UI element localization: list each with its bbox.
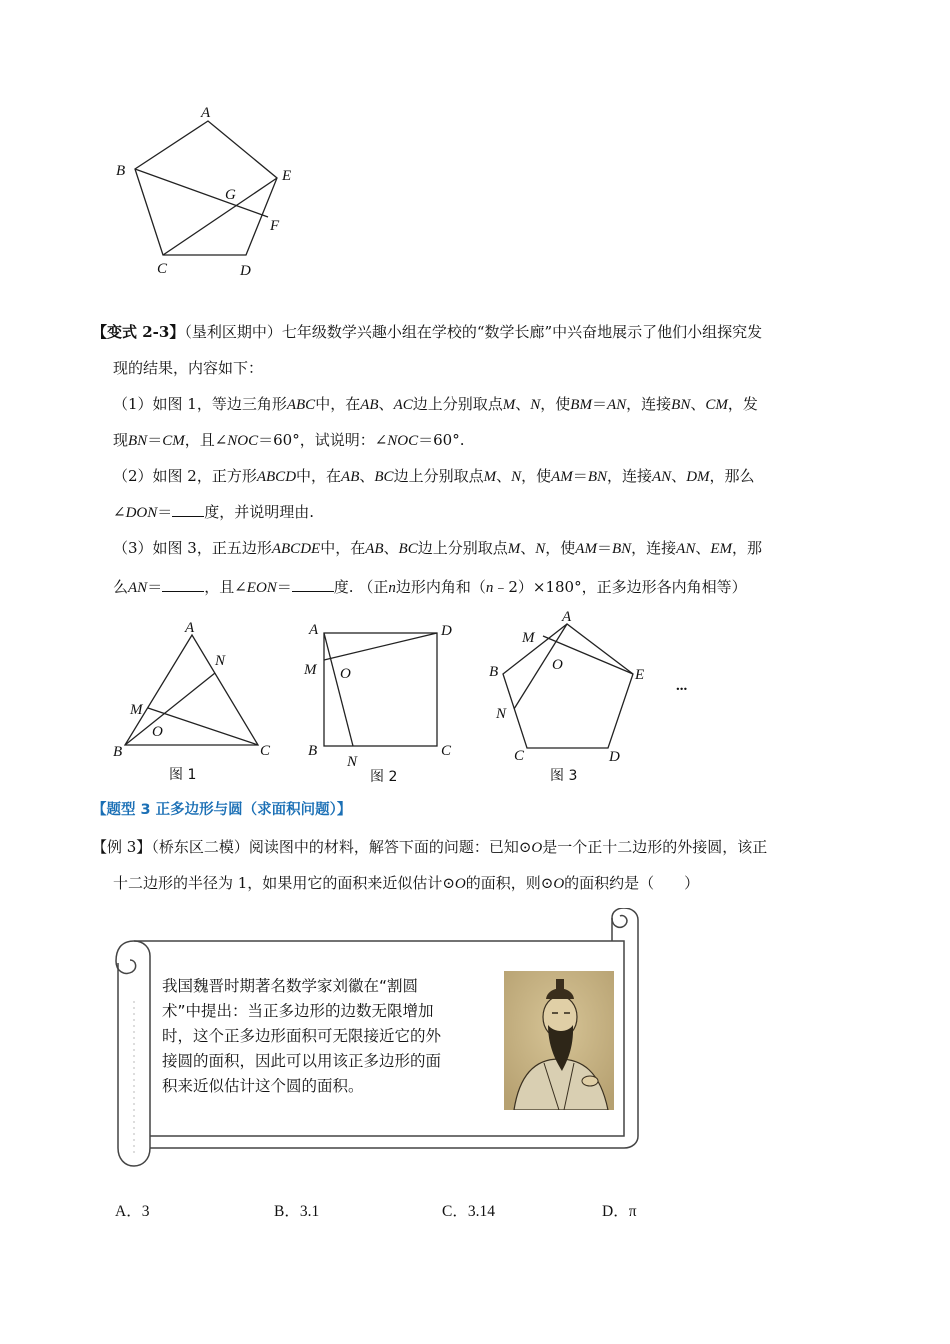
segment-an (324, 633, 353, 746)
fig3-label-m: M (522, 630, 535, 646)
example-line-1 (92, 836, 767, 859)
example-text: 的面积，则⊙ (465, 874, 554, 892)
p1-m: M (502, 397, 516, 413)
figure-2-square (300, 615, 470, 785)
fig3-label-a: A (562, 609, 572, 625)
example-text: 十二边形的半径为 1，如果用它的面积来近似估计⊙ (113, 874, 455, 892)
p2-text: ，那么 (709, 467, 755, 485)
p1-text: 中，在 (315, 395, 361, 413)
p3b-n: n (485, 580, 494, 596)
p1-ab: AB (360, 397, 379, 413)
variant-intro-1: 七年级数学兴趣小组在学校的“数学长廊”中兴奋地展示了他们小组探究发 (281, 323, 763, 341)
example-text: 的面积约是（ ） (564, 874, 700, 892)
p2-n: N (511, 469, 522, 485)
p2b-text: 度，并说明理由. (204, 503, 315, 521)
square-outline (324, 633, 437, 746)
option-c[interactable]: C．3.14 (442, 1203, 495, 1220)
example-o: O (531, 840, 543, 856)
p3-sep: 、 (695, 539, 711, 557)
variant-line-1 (92, 321, 762, 343)
fig1-label-c: C (260, 743, 271, 759)
example-text: 是一个正十二边形的外接圆，该正 (542, 838, 768, 856)
p3b-n: n (388, 580, 396, 596)
p1-cm: CM (705, 397, 728, 413)
scroll-left-curl (116, 941, 136, 973)
part2-line-2 (113, 501, 314, 524)
fig2-caption: 图 2 (370, 769, 398, 785)
p1-text: ，使 (540, 395, 571, 413)
p2-ab: AB (341, 469, 360, 485)
p1b-cm: CM (162, 433, 185, 449)
p1b-bn: BN (128, 433, 148, 449)
option-a[interactable]: A．3 (115, 1203, 150, 1220)
example-line-2 (113, 872, 699, 895)
p1-eq: ＝ (591, 395, 607, 413)
p2-eq: ＝ (572, 467, 588, 485)
fig2-label-n: N (347, 754, 358, 770)
label-f: F (270, 218, 280, 234)
p2-sep: 、 (496, 467, 512, 485)
segment-cm (148, 708, 258, 745)
label-d: D (240, 263, 251, 279)
p2-sep: 、 (671, 467, 687, 485)
p3-em: EM (710, 541, 733, 557)
p1b-noc: NOC (387, 433, 419, 449)
fig3-caption: 图 3 (550, 768, 578, 784)
example-o: O (454, 876, 466, 892)
p2-dm: DM (686, 469, 710, 485)
p1-n: N (530, 397, 541, 413)
p3-text: 边上分别取点 (417, 539, 508, 557)
p2-m: M (483, 469, 497, 485)
p1-text: （1）如图 1，等边三角形 (113, 395, 287, 413)
p1-text: ，发 (727, 395, 758, 413)
p3b-text: ﹣2）×180°，正多边形各内角相等） (493, 578, 747, 596)
p1-sep: 、 (690, 395, 706, 413)
variant-source: （垦利区期中） (184, 323, 282, 341)
figures-ellipsis: ... (676, 678, 688, 694)
example-o: O (553, 876, 565, 892)
segment-dm (324, 633, 437, 660)
p1b-noc: NOC (227, 433, 259, 449)
example-tag: 【例 3】 (92, 838, 152, 856)
example-text: （桥东区二模）阅读图中的材料，解答下面的问题：已知⊙ (151, 838, 532, 856)
p3-text: 中，在 (320, 539, 366, 557)
p3-an: AN (676, 541, 696, 557)
part1-line-1 (113, 393, 758, 416)
fig1-label-m: M (130, 702, 143, 718)
p1b-text: ＝60°. (418, 431, 465, 449)
p1-ac: AC (393, 397, 413, 413)
fig1-label-b: B (113, 744, 123, 760)
fig2-label-c: C (441, 743, 452, 759)
p2-bc: BC (374, 469, 394, 485)
p1b-text: 现 (113, 431, 129, 449)
fig3-label-o: O (552, 657, 563, 673)
p2-text: 中，在 (296, 467, 342, 485)
p1-sep: 、 (378, 395, 394, 413)
answer-blank-eon[interactable] (292, 577, 334, 592)
p1b-text: ，且∠ (184, 431, 228, 449)
fig2-label-m: M (304, 662, 317, 678)
p1-text: 边上分别取点 (412, 395, 503, 413)
label-c: C (157, 261, 168, 277)
p3b-text: ，且∠ (204, 578, 247, 596)
p3b-text: 么 (113, 578, 129, 596)
p1-abc: ABC (286, 397, 316, 413)
fig3-label-c: C (514, 748, 525, 764)
answer-blank-an[interactable] (162, 577, 204, 592)
p3b-eq: ＝ (147, 578, 163, 596)
p3b-an: AN (128, 580, 148, 596)
top-pentagon-figure (100, 95, 310, 285)
p1b-text: ＝60°，试说明：∠ (258, 431, 388, 449)
p2b-eq: ＝ (157, 503, 173, 521)
fig2-label-o: O (340, 666, 351, 682)
option-b[interactable]: B．3.1 (274, 1203, 320, 1220)
p3-bn: BN (611, 541, 632, 557)
p3-bc: BC (398, 541, 418, 557)
scroll-line: 我国魏晋时期著名数学家刘徽在“割圆 (162, 977, 419, 995)
label-b: B (116, 163, 126, 179)
fig2-label-a: A (309, 622, 319, 638)
p2-bn: BN (587, 469, 607, 485)
p3-ab: AB (365, 541, 384, 557)
label-e: E (282, 168, 292, 184)
part3-line-1 (113, 537, 762, 560)
p2b-don: DON (125, 505, 158, 521)
liu-hui-portrait (504, 971, 614, 1110)
section-heading: 【题型 3 正多边形与圆（求面积问题）】 (92, 802, 352, 818)
fig1-label-o: O (152, 724, 163, 740)
fig1-caption: 图 1 (169, 767, 197, 783)
p3b-text: 度. （正 (333, 578, 389, 596)
scroll-line: 接圆的面积，因此可以用该正多边形的面 (162, 1052, 442, 1070)
part2-line-1 (113, 465, 755, 488)
p3-text: ，连接 (631, 539, 677, 557)
p2-sep: 、 (359, 467, 375, 485)
fig1-label-n: N (215, 653, 226, 669)
p3-sep: 、 (383, 539, 399, 557)
p3-abcde: ABCDE (271, 541, 321, 557)
fig3-label-d: D (609, 749, 620, 765)
fig2-label-d: D (441, 623, 452, 639)
fig2-label-b: B (308, 743, 318, 759)
scroll-line: 术”中提出：当正多边形的边数无限增加 (162, 1002, 434, 1020)
p2-text: ，使 (521, 467, 552, 485)
variant-intro-2: 现的结果，内容如下： (113, 359, 264, 377)
p3-n: N (535, 541, 546, 557)
fig1-label-a: A (185, 620, 195, 636)
p1b-eq: ＝ (147, 431, 163, 449)
answer-blank-don[interactable] (172, 502, 204, 517)
label-g: G (225, 187, 236, 203)
scroll-right-curl (612, 916, 627, 928)
figure-1-triangle (105, 615, 285, 785)
p3-eq: ＝ (596, 539, 612, 557)
p3-sep: 、 (520, 539, 536, 557)
fig3-label-e: E (635, 667, 645, 683)
part1-line-2 (113, 429, 464, 452)
p2-an: AN (652, 469, 672, 485)
p3b-eq: ＝ (276, 578, 292, 596)
scroll-text (162, 974, 497, 1099)
p2-abcd: ABCD (256, 469, 297, 485)
figure-3-pentagon (480, 602, 710, 787)
p2-text: ，连接 (606, 467, 652, 485)
p3-am: AM (575, 541, 597, 557)
p3-m: M (507, 541, 521, 557)
variant-line-2 (113, 357, 263, 379)
label-a: A (201, 105, 211, 121)
p1-text: ，连接 (626, 395, 672, 413)
segment-bf (135, 169, 268, 217)
p3-text: ，那 (732, 539, 763, 557)
p3-text: ，使 (545, 539, 576, 557)
pentagon-outline (135, 121, 277, 255)
option-d[interactable]: D．π (602, 1203, 637, 1220)
fig3-label-n: N (496, 706, 507, 722)
scroll-line: 时，这个正多边形面积可无限接近它的外 (162, 1027, 442, 1045)
p3b-eon: EON (246, 580, 277, 596)
p2b-text: ∠ (113, 503, 126, 521)
p3-text: （3）如图 3，正五边形 (113, 539, 272, 557)
p1-bn: BN (671, 397, 691, 413)
p1-sep: 、 (515, 395, 531, 413)
part3-line-2 (113, 576, 747, 599)
p2-text: 边上分别取点 (393, 467, 484, 485)
p1-bm: BM (570, 397, 592, 413)
segment-ce (163, 178, 277, 255)
scroll-line: 积来近似估计这个圆的面积。 (162, 1077, 364, 1095)
p2-text: （2）如图 2，正方形 (113, 467, 257, 485)
fig3-label-b: B (489, 664, 499, 680)
variant-tag: 【变式 2-3】 (92, 323, 185, 341)
p1-an: AN (606, 397, 627, 413)
p2-am: AM (551, 469, 573, 485)
p3b-text: 边形内角和（ (395, 578, 486, 596)
